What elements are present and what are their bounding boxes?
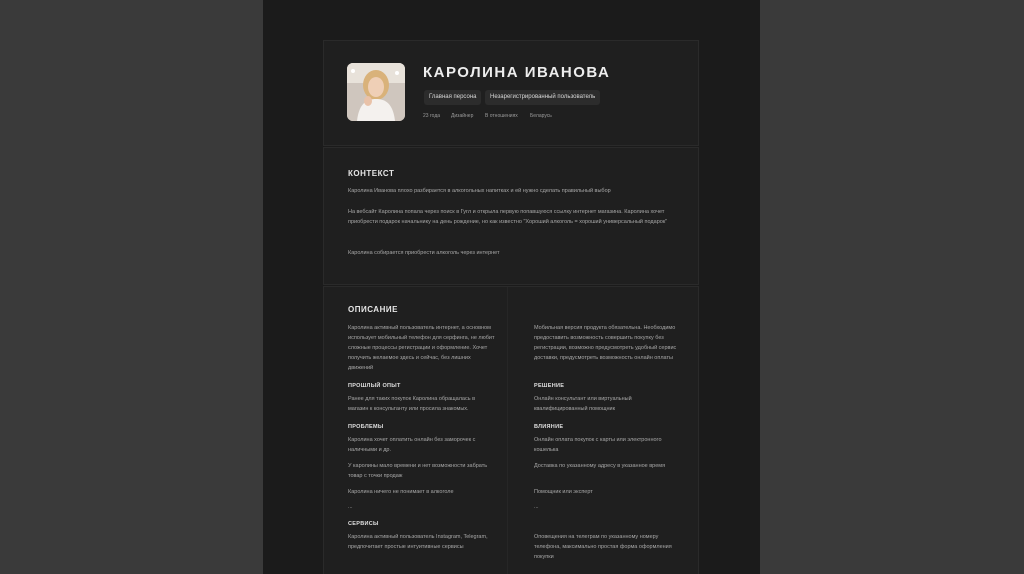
meta-age: 23 года <box>423 113 441 119</box>
profile-card <box>323 40 699 146</box>
badge-main-persona: Главная персона <box>424 90 481 105</box>
problem-item: Каролина ничего не понимает в алкоголе <box>348 489 454 495</box>
description-section <box>323 286 699 574</box>
services-title: СЕРВИСЫ <box>348 521 379 527</box>
services-text: Каролина активный пользователь Instagram, Telegram, предпочитает простые интуитивные сервисы <box>348 534 488 550</box>
description-title: ОПИСАНИЕ <box>348 305 398 314</box>
solution-title: РЕШЕНИЕ <box>534 383 565 389</box>
services-right-text: Оповещения на телеграм по указанному номеру телефона, максимально простая форма оформления покупки <box>534 534 672 560</box>
experience-text: Ранее для таких покупок Каролина обращалась в магазин к консультанту или просила знакомых. <box>348 396 476 412</box>
solution-text: Онлайн консультант или виртуальный квалифицированный помощник <box>534 396 632 412</box>
description-left-intro: Каролина активный пользователь интернет, а основном использует мобильный телефон для серфинга, не любит сложные процессы регистрации и оформление. Хочет получить желаемое здесь и сейчас, без лишних движений <box>348 325 495 371</box>
impact-item: Помощник или эксперт <box>534 489 593 495</box>
meta-relationship: В отношениях <box>485 113 518 119</box>
context-paragraph-2: На вебсайт Каролина попала через поиск в Гугл и открыла первую попавшуюся ссылку интернет магазина. Каролина хочет приобрести подарок начальнику на день рождение, но как известно "Хороший алкоголь = хороший универсальный подарок" <box>348 209 668 225</box>
context-section <box>323 147 699 285</box>
problem-item: ... <box>348 504 353 510</box>
impact-item: ... <box>534 504 539 510</box>
problem-item: Каролина хочет оплатить онлайн без заморочек с наличными и др. <box>348 437 476 453</box>
context-paragraph-3: Каролина собирается приобрести алкоголь через интернет <box>348 250 500 256</box>
persona-name: КАРОЛИНА ИВАНОВА <box>423 64 611 81</box>
meta-country: Беларусь <box>530 113 552 119</box>
impact-item: Онлайн оплата покупок с карты или электронного кошелька <box>534 437 662 453</box>
document-page <box>263 0 760 574</box>
badge-unregistered: Незарегистрированный пользователь <box>485 90 600 105</box>
impact-item: Доставка по указанному адресу в указанное время <box>534 463 666 469</box>
description-right-intro: Мобильная версия продукта обязательна. Необходимо предоставить возможность совершить покупку без регистрации, возможно предусмотреть удобный сервис доставки, предусмотреть возможность онлайн оплаты <box>534 325 677 361</box>
meta-occupation: Дизайнер <box>451 113 474 119</box>
impact-title: ВЛИЯНИЕ <box>534 424 564 430</box>
experience-title: ПРОШЛЫЙ ОПЫТ <box>348 383 401 389</box>
problem-item: У каролины мало времени и нет возможности забрать товар с точки продаж <box>348 463 488 479</box>
problems-title: ПРОБЛЕМЫ <box>348 424 384 430</box>
context-paragraph-1: Каролина Иванова плохо разбирается в алкогольных напитках и ей нужно сделать правильный выбор <box>348 188 611 194</box>
column-divider <box>507 287 508 574</box>
context-title: КОНТЕКСТ <box>348 169 395 178</box>
avatar-photo <box>347 63 405 121</box>
avatar <box>347 63 405 121</box>
